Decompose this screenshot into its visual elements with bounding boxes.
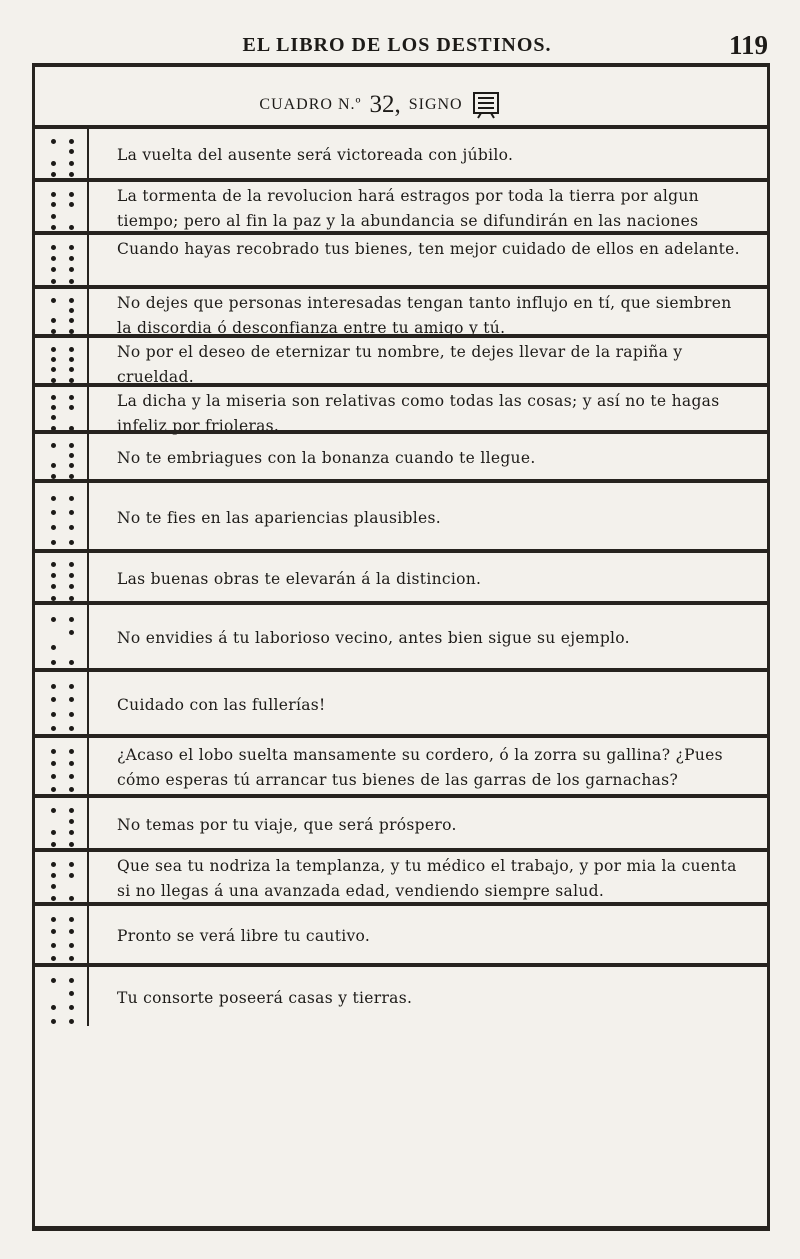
row-text: ¿Acaso el lobo suelta mansamente su cordero, ó la zorra su gallina? ¿Pues cómo esperas tú arrancar tus bienes de las garras de los garnachas? bbox=[117, 746, 723, 789]
geomantic-dots bbox=[35, 967, 89, 1026]
dot bbox=[51, 443, 56, 448]
dot bbox=[69, 808, 74, 813]
row-text: Cuidado con las fullerías! bbox=[117, 696, 326, 714]
dot bbox=[51, 726, 56, 731]
dot bbox=[51, 1005, 56, 1010]
page-number: 119 bbox=[728, 30, 768, 60]
dot bbox=[51, 917, 56, 922]
dot bbox=[51, 787, 56, 792]
dot bbox=[51, 525, 56, 530]
row-text: Las buenas obras te elevarán á la distincion. bbox=[117, 570, 482, 588]
row-text: Tu consorte poseerá casas y tierras. bbox=[117, 989, 413, 1007]
geomantic-dots bbox=[35, 289, 89, 334]
dot bbox=[51, 956, 56, 961]
dot bbox=[69, 463, 74, 468]
dot bbox=[51, 496, 56, 501]
dot bbox=[69, 161, 74, 166]
dot bbox=[51, 712, 56, 717]
row-text: La vuelta del ausente será victoreada con júbilo. bbox=[117, 146, 514, 164]
table-row bbox=[35, 430, 767, 479]
dot bbox=[69, 540, 74, 545]
dot bbox=[51, 774, 56, 779]
dot bbox=[51, 842, 56, 847]
dot bbox=[51, 463, 56, 468]
dot bbox=[51, 873, 56, 878]
geomantic-dots bbox=[35, 182, 89, 231]
table-row bbox=[35, 285, 767, 337]
dot bbox=[69, 1019, 74, 1024]
dot bbox=[51, 808, 56, 813]
dot bbox=[69, 308, 74, 313]
dot bbox=[51, 214, 56, 219]
dot bbox=[69, 830, 74, 835]
geomantic-dots bbox=[35, 338, 89, 383]
dot bbox=[51, 172, 56, 177]
dot bbox=[51, 245, 56, 250]
dot bbox=[69, 149, 74, 154]
dot bbox=[69, 139, 74, 144]
row-text: No dejes que personas interesadas tengan tanto influjo en tí, que siembren la discordia ó desconfianza entre tu amigo y tú. bbox=[117, 294, 732, 337]
dot bbox=[51, 318, 56, 323]
cuadro-label: CUADRO N.º bbox=[259, 96, 362, 113]
signo-label: SIGNO bbox=[408, 96, 463, 113]
dot bbox=[69, 584, 74, 589]
dot bbox=[69, 956, 74, 961]
dot bbox=[69, 225, 74, 230]
row-text: No temas por tu viaje, que será próspero. bbox=[117, 816, 457, 834]
dot bbox=[51, 279, 56, 284]
table-row bbox=[35, 334, 767, 386]
dot bbox=[69, 562, 74, 567]
geomantic-dots bbox=[35, 387, 89, 430]
dot bbox=[69, 298, 74, 303]
running-title: EL LIBRO DE LOS DESTINOS. bbox=[242, 34, 552, 56]
dot bbox=[69, 1005, 74, 1010]
dot bbox=[51, 645, 56, 650]
dot bbox=[69, 630, 74, 635]
header-rule bbox=[32, 63, 770, 67]
dot bbox=[51, 978, 56, 983]
row-text: Que sea tu nodriza la templanza, y tu médico el trabajo, y por mia la cuenta si no llegas á una avanzada edad, vendiendo siempre salud. bbox=[117, 857, 737, 900]
geomantic-dots bbox=[35, 798, 89, 848]
dot bbox=[51, 161, 56, 166]
dot bbox=[51, 367, 56, 372]
dot bbox=[51, 202, 56, 207]
dot bbox=[51, 761, 56, 766]
table-row bbox=[35, 125, 767, 178]
dot bbox=[51, 357, 56, 362]
dot bbox=[51, 540, 56, 545]
geomantic-dots bbox=[35, 483, 89, 549]
dot bbox=[69, 862, 74, 867]
dot bbox=[51, 395, 56, 400]
dot bbox=[69, 256, 74, 261]
dot bbox=[51, 256, 56, 261]
dot bbox=[69, 978, 74, 983]
dot bbox=[69, 787, 74, 792]
running-head bbox=[0, 30, 800, 64]
table-row bbox=[35, 668, 767, 734]
dot bbox=[51, 298, 56, 303]
dot bbox=[51, 884, 56, 889]
dot bbox=[69, 405, 74, 410]
table-row bbox=[35, 383, 767, 435]
table-row bbox=[35, 178, 767, 231]
dot bbox=[69, 279, 74, 284]
dot bbox=[51, 697, 56, 702]
dot bbox=[69, 929, 74, 934]
frame-right-border bbox=[767, 63, 770, 1229]
dot bbox=[51, 660, 56, 665]
frame-bottom-border bbox=[32, 1226, 770, 1231]
dot bbox=[51, 684, 56, 689]
dot bbox=[69, 318, 74, 323]
row-text: Pronto se verá libre tu cautivo. bbox=[117, 927, 371, 945]
dot bbox=[51, 943, 56, 948]
dot bbox=[51, 192, 56, 197]
dot bbox=[69, 896, 74, 901]
dot bbox=[51, 573, 56, 578]
row-text: La dicha y la miseria son relativas como todas las cosas; y así no te hagas infeliz por frioleras. bbox=[117, 392, 720, 435]
dot bbox=[51, 929, 56, 934]
dot bbox=[51, 584, 56, 589]
dot bbox=[51, 862, 56, 867]
dot bbox=[51, 267, 56, 272]
dot bbox=[69, 573, 74, 578]
dot bbox=[69, 510, 74, 515]
geomantic-dots bbox=[35, 553, 89, 601]
dot bbox=[69, 712, 74, 717]
cuadro-number: 32, bbox=[369, 91, 401, 118]
geomantic-dots bbox=[35, 434, 89, 479]
geomantic-dots bbox=[35, 738, 89, 794]
dot bbox=[69, 943, 74, 948]
table-heading bbox=[190, 88, 570, 122]
dot bbox=[51, 510, 56, 515]
table-row bbox=[35, 902, 767, 963]
table-row bbox=[35, 231, 767, 285]
dot bbox=[69, 684, 74, 689]
table-row bbox=[35, 479, 767, 549]
dot bbox=[69, 347, 74, 352]
dot bbox=[69, 917, 74, 922]
dot bbox=[69, 819, 74, 824]
dot bbox=[69, 202, 74, 207]
table-row bbox=[35, 794, 767, 848]
row-text: No envidies á tu laborioso vecino, antes bien sigue su ejemplo. bbox=[117, 629, 630, 647]
dot bbox=[69, 267, 74, 272]
dot bbox=[69, 697, 74, 702]
dot bbox=[69, 453, 74, 458]
dot bbox=[69, 617, 74, 622]
geomantic-dots bbox=[35, 605, 89, 668]
row-text: No te fies en las apariencias plausibles. bbox=[117, 509, 441, 527]
dot bbox=[69, 842, 74, 847]
row-text: Cuando hayas recobrado tus bienes, ten mejor cuidado de ellos en adelante. bbox=[117, 240, 740, 258]
row-text: La tormenta de la revolucion hará estragos por toda la tierra por algun tiempo; pero al fin la paz y la abundancia se difundirán en las naciones bbox=[117, 187, 699, 230]
geomantic-dots bbox=[35, 852, 89, 902]
geomantic-dots bbox=[35, 235, 89, 285]
row-text: No te embriagues con la bonanza cuando te llegue. bbox=[117, 449, 536, 467]
dot bbox=[51, 405, 56, 410]
dot bbox=[69, 245, 74, 250]
table-row bbox=[35, 734, 767, 794]
dot bbox=[69, 761, 74, 766]
table-row bbox=[35, 549, 767, 601]
dot bbox=[51, 830, 56, 835]
dot bbox=[69, 367, 74, 372]
dot bbox=[51, 562, 56, 567]
table-row bbox=[35, 963, 767, 1026]
dot bbox=[69, 443, 74, 448]
dot bbox=[51, 225, 56, 230]
dot bbox=[51, 1019, 56, 1024]
dot bbox=[69, 991, 74, 996]
geomantic-dots bbox=[35, 672, 89, 734]
dot bbox=[51, 896, 56, 901]
dot bbox=[69, 496, 74, 501]
dot bbox=[51, 347, 56, 352]
dot bbox=[69, 774, 74, 779]
table-row bbox=[35, 848, 767, 902]
dot bbox=[69, 395, 74, 400]
geomantic-sign-icon bbox=[471, 90, 501, 120]
dot bbox=[69, 525, 74, 530]
dot bbox=[69, 357, 74, 362]
geomantic-dots bbox=[35, 906, 89, 963]
dot bbox=[51, 415, 56, 420]
dot bbox=[69, 192, 74, 197]
dot bbox=[69, 726, 74, 731]
dot bbox=[69, 172, 74, 177]
dot bbox=[69, 873, 74, 878]
table-row bbox=[35, 601, 767, 668]
geomantic-dots bbox=[35, 129, 89, 178]
dot bbox=[51, 617, 56, 622]
dot bbox=[69, 749, 74, 754]
dot bbox=[69, 660, 74, 665]
row-text: No por el deseo de eternizar tu nombre, te dejes llevar de la rapiña y crueldad. bbox=[117, 343, 683, 386]
dot bbox=[51, 749, 56, 754]
dot bbox=[51, 139, 56, 144]
